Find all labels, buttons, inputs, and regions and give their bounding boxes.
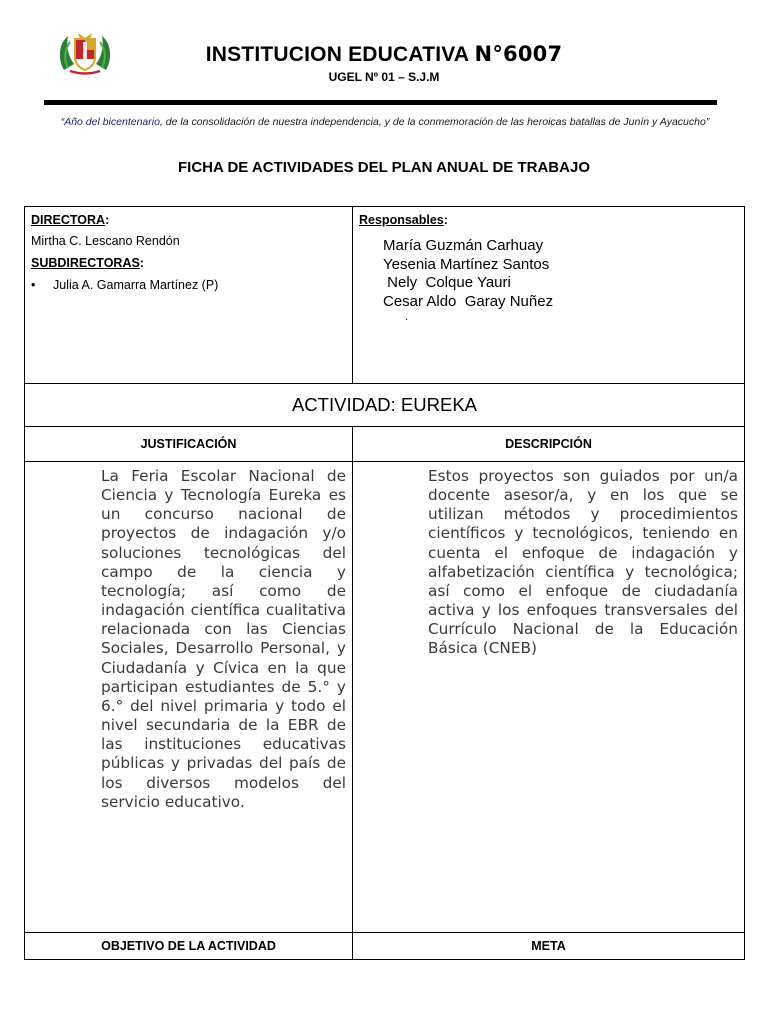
institution-title: INSTITUCION EDUCATIVA N°6007 <box>205 42 563 66</box>
objetivo-header: OBJETIVO DE LA ACTIVIDAD <box>25 933 353 960</box>
responsables-cell: Responsables: María Guzmán Carhuay Yesenia Martínez Santos Nely Colque Yauri Cesar Aldo Garay Nuñez . <box>353 207 745 384</box>
trailing-mark: . <box>405 311 409 323</box>
ugel-subtitle: UGEL Nº 01 – S.J.M <box>328 70 440 84</box>
justificacion-header: JUSTIFICACIÓN <box>25 427 353 462</box>
descripcion-text: Estos proyectos son guiados por un/a docente asesor/a, y en los que se utilizan métodos y procedimientos científicos y tecnológicos, teniendo en cuenta el enfoque de indagación y alfabetización científica y tecnológica; así como el enfoque de ciudadanía activa y los enfoques transversales del Currículo Nacional de la Educación Básica (CNEB) <box>428 467 738 658</box>
list-item <box>31 278 346 292</box>
activity-form-table <box>24 206 745 960</box>
justificacion-text: La Feria Escolar Nacional de Ciencia y Tecnología Eureka es un concurso nacional de proyectos de indagación y/o soluciones tecnológicas del campo de la ciencia y tecnología; así como de indagación científica cualitativa relacionada con las Ciencias Sociales, Desarrollo Personal, y Ciudadanía y Cívica en la que participan estudiantes de 5.° y 6.° del nivel primaria y todo el nivel secundaria de la EBR de las instituciones educativas públicas y privadas del país de los diversos modelos del servicio educativo. <box>101 467 346 811</box>
responsables-label: Responsables <box>359 213 444 227</box>
document-heading: FICHA DE ACTIVIDADES DEL PLAN ANUAL DE TRABAJO <box>178 159 590 176</box>
staff-cell: DIRECTORA: Mirtha C. Lescano Rendón SUBDIRECTORAS: • Julia A. Gamarra Martínez (P) <box>25 207 353 384</box>
bullet-icon: • <box>31 278 36 292</box>
responsable-name: Nely Colque Yauri <box>383 274 511 291</box>
header-rule <box>44 100 717 105</box>
subdirectora-name: Julia A. Gamarra Martínez (P) <box>53 278 219 292</box>
year-motto: “Año del bicentenario, de la consolidación de nuestra independencia, y de la conmemoración de las heroicas batallas de Junín y Ayacucho” <box>60 116 710 128</box>
subdirectoras-label: SUBDIRECTORAS <box>31 256 140 270</box>
meta-header: META <box>353 933 745 960</box>
activity-title: ACTIVIDAD: EUREKA <box>25 384 745 427</box>
responsable-name: Cesar Aldo Garay Nuñez <box>383 292 554 310</box>
directora-label: DIRECTORA <box>31 213 106 227</box>
descripcion-cell <box>353 462 745 933</box>
descripcion-header: DESCRIPCIÓN <box>353 427 745 462</box>
responsable-name: María Guzmán Carhuay <box>383 237 544 254</box>
directora-name: Mirtha C. Lescano Rendón <box>31 234 180 248</box>
justificacion-cell <box>25 462 353 933</box>
responsable-name: Yesenia Martínez Santos <box>383 255 550 273</box>
